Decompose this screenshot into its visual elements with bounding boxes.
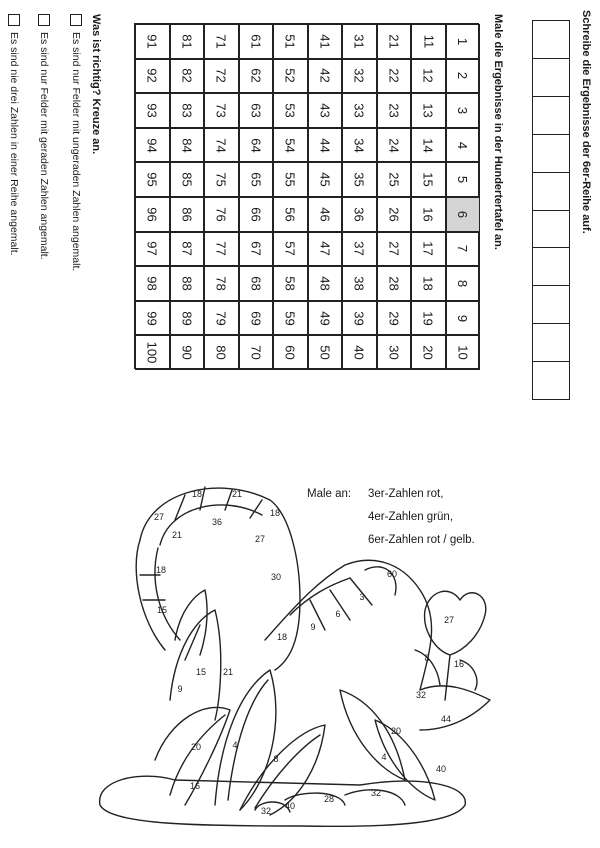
area-label: 27 — [153, 512, 165, 522]
grid-number: 37 — [351, 241, 367, 257]
grid-cell[interactable] — [446, 266, 481, 301]
grid-number: 52 — [282, 68, 298, 84]
grid-number: 27 — [386, 241, 402, 257]
grid-number: 53 — [282, 103, 298, 118]
grid-number: 3 — [455, 106, 471, 115]
answer-box[interactable] — [533, 324, 569, 362]
grid-cell[interactable] — [342, 197, 377, 232]
grid-cell[interactable] — [342, 24, 377, 59]
grid-cell[interactable] — [204, 335, 239, 370]
answer-box[interactable] — [533, 248, 569, 286]
grid-number: 7 — [455, 245, 471, 253]
grid-number: 23 — [386, 103, 402, 118]
grid-cell[interactable] — [273, 24, 308, 59]
grid-number: 39 — [351, 310, 367, 326]
area-label: 32 — [415, 690, 427, 700]
grid-cell[interactable] — [446, 162, 481, 197]
answer-box[interactable] — [533, 135, 569, 173]
grid-number: 73 — [213, 103, 229, 118]
grid-cell[interactable] — [411, 301, 446, 336]
area-label: 4 — [381, 752, 387, 762]
grid-cell[interactable] — [170, 232, 205, 267]
grid-number: 88 — [179, 276, 195, 291]
grid-number: 91 — [144, 34, 160, 49]
grid-number: 98 — [144, 276, 160, 291]
grid-number: 85 — [179, 172, 195, 187]
grid-cell[interactable] — [446, 301, 481, 336]
area-label: 18 — [191, 489, 203, 499]
leaf — [420, 686, 490, 730]
grid-cell[interactable] — [411, 335, 446, 370]
grid-cell[interactable] — [204, 162, 239, 197]
answer-box[interactable] — [533, 173, 569, 211]
grid-cell[interactable] — [170, 266, 205, 301]
area-label: 3 — [359, 592, 365, 602]
grid-cell[interactable] — [135, 162, 170, 197]
grid-number: 47 — [317, 241, 333, 257]
grid-number: 95 — [144, 172, 160, 187]
grid-number: 65 — [248, 172, 264, 187]
area-label: 9 — [310, 622, 316, 632]
grid-cell[interactable] — [411, 128, 446, 163]
grid-number: 63 — [248, 103, 264, 118]
area-label: 27 — [443, 615, 455, 625]
grid-number: 66 — [248, 207, 264, 222]
answer-box[interactable] — [533, 211, 569, 249]
option-3[interactable] — [8, 14, 20, 256]
grid-cell[interactable] — [446, 93, 481, 128]
grid-number: 18 — [420, 276, 436, 291]
grid-number: 100 — [144, 341, 160, 364]
grid-number: 58 — [282, 276, 298, 291]
grid-cell[interactable] — [170, 197, 205, 232]
grid-cell[interactable] — [446, 59, 481, 94]
grid-number: 99 — [144, 310, 160, 326]
grid-number: 50 — [317, 345, 333, 360]
grid-cell[interactable] — [446, 24, 481, 59]
grid-cell[interactable] — [239, 301, 274, 336]
grid-cell[interactable] — [377, 232, 412, 267]
grid-cell[interactable] — [273, 335, 308, 370]
grid-number: 55 — [282, 172, 298, 187]
grid-cell[interactable] — [239, 232, 274, 267]
grid-cell[interactable] — [342, 93, 377, 128]
grid-number: 84 — [179, 137, 195, 153]
grid-number: 24 — [386, 137, 402, 153]
grid-number: 82 — [179, 68, 195, 84]
grid-cell[interactable] — [308, 197, 343, 232]
grid-cell[interactable] — [377, 197, 412, 232]
grid-cell[interactable] — [342, 266, 377, 301]
grid-number: 59 — [282, 310, 298, 326]
grid-number: 45 — [317, 172, 333, 187]
checkbox-icon[interactable] — [8, 14, 20, 26]
grid-number: 29 — [386, 310, 402, 326]
grid-number: 31 — [351, 34, 367, 49]
grid-number: 97 — [144, 241, 160, 257]
grid-cell[interactable] — [308, 24, 343, 59]
grid-number: 74 — [213, 137, 229, 153]
grid-number: 77 — [213, 241, 229, 257]
grid-number: 20 — [420, 345, 436, 360]
grid-cell[interactable] — [170, 128, 205, 163]
grid-cell[interactable] — [342, 162, 377, 197]
grid-cell[interactable] — [377, 24, 412, 59]
grid-cell[interactable] — [204, 59, 239, 94]
grid-number: 21 — [386, 34, 402, 49]
grid-number: 30 — [386, 345, 402, 360]
grid-number: 4 — [455, 141, 471, 149]
grid-cell[interactable] — [377, 128, 412, 163]
grid-number: 25 — [386, 172, 402, 187]
grid-cell[interactable] — [239, 162, 274, 197]
grid-cell[interactable] — [377, 335, 412, 370]
area-label: 6 — [335, 609, 341, 619]
task2-title: Male die Ergebnisse in der Hundertertafel an. — [492, 14, 504, 250]
grid-cell[interactable] — [411, 162, 446, 197]
grid-number: 49 — [317, 310, 333, 326]
grid-number: 68 — [248, 276, 264, 291]
checkbox-icon[interactable] — [38, 14, 50, 26]
coloring-instruction-1: 3er-Zahlen rot, — [368, 488, 444, 500]
grid-cell[interactable] — [170, 162, 205, 197]
grid-cell[interactable] — [273, 301, 308, 336]
grid-number: 17 — [420, 241, 436, 257]
grid-cell[interactable] — [135, 301, 170, 336]
grid-number: 11 — [420, 34, 436, 49]
area-label: 15 — [195, 667, 207, 677]
grid-number: 41 — [317, 34, 333, 49]
grid-number: 32 — [351, 68, 367, 84]
grid-cell[interactable] — [273, 266, 308, 301]
grid-cell[interactable] — [411, 93, 446, 128]
grid-number: 2 — [455, 72, 471, 80]
grid-cell[interactable] — [204, 197, 239, 232]
grid-number: 9 — [455, 314, 471, 322]
area-label: 40 — [284, 801, 296, 811]
grid-number: 67 — [248, 241, 264, 257]
grid-number: 93 — [144, 103, 160, 118]
area-label: 8 — [273, 754, 279, 764]
grid-cell[interactable] — [204, 93, 239, 128]
area-label: 18 — [276, 632, 288, 642]
grid-cell[interactable] — [342, 335, 377, 370]
area-label: 21 — [222, 667, 234, 677]
area-label: 21 — [231, 489, 243, 499]
grid-number: 1 — [455, 37, 471, 45]
grid-cell[interactable] — [239, 93, 274, 128]
grid-cell[interactable] — [204, 232, 239, 267]
grid-number: 69 — [248, 310, 264, 326]
answer-box[interactable] — [533, 362, 569, 399]
area-label: 40 — [435, 764, 447, 774]
grid-cell[interactable] — [273, 197, 308, 232]
grid-cell[interactable] — [411, 24, 446, 59]
grid-cell[interactable] — [377, 162, 412, 197]
grid-number: 62 — [248, 68, 264, 84]
answer-boxes — [532, 20, 570, 400]
grid-cell[interactable] — [170, 335, 205, 370]
grid-number: 71 — [213, 34, 229, 49]
grid-cell[interactable] — [170, 59, 205, 94]
coloring-picture — [0, 430, 600, 848]
grid-cell[interactable] — [308, 232, 343, 267]
grid-number: 40 — [351, 345, 367, 360]
area-label: 20 — [190, 742, 202, 752]
grid-number: 44 — [317, 137, 333, 153]
grid-cell[interactable] — [135, 24, 170, 59]
grid-cell[interactable] — [239, 59, 274, 94]
area-label: 36 — [211, 517, 223, 527]
grid-cell[interactable] — [446, 197, 481, 232]
grid-cell[interactable] — [377, 266, 412, 301]
grid-number: 33 — [351, 103, 367, 118]
grid-cell[interactable] — [342, 59, 377, 94]
grid-cell[interactable] — [135, 59, 170, 94]
grid-cell[interactable] — [135, 197, 170, 232]
grid-number: 5 — [455, 176, 471, 184]
grid-cell[interactable] — [446, 128, 481, 163]
grid-cell[interactable] — [204, 24, 239, 59]
area-label: 28 — [323, 794, 335, 804]
grid-number: 28 — [386, 276, 402, 291]
grid-number: 72 — [213, 68, 229, 84]
grid-cell[interactable] — [342, 128, 377, 163]
grid-number: 94 — [144, 137, 160, 153]
area-label: 30 — [270, 572, 282, 582]
grid-number: 16 — [420, 207, 436, 222]
grid-number: 19 — [420, 310, 436, 326]
grid-number: 76 — [213, 207, 229, 222]
grid-number: 26 — [386, 207, 402, 222]
grid-number: 89 — [179, 310, 195, 326]
grid-number: 6 — [455, 210, 471, 218]
coloring-instruction-3: 6er-Zahlen rot / gelb. — [368, 534, 475, 546]
grid-number: 12 — [420, 68, 436, 84]
grid-number: 78 — [213, 276, 229, 291]
grid-cell[interactable] — [170, 301, 205, 336]
grid-cell[interactable] — [170, 93, 205, 128]
grid-cell[interactable] — [135, 128, 170, 163]
grid-number: 64 — [248, 137, 264, 153]
area-label: 9 — [177, 684, 183, 694]
area-label: 20 — [390, 726, 402, 736]
grid-number: 57 — [282, 241, 298, 257]
grid-number: 42 — [317, 68, 333, 84]
grid-cell[interactable] — [273, 162, 308, 197]
grid-cell[interactable] — [308, 162, 343, 197]
grid-cell[interactable] — [308, 301, 343, 336]
grid-cell[interactable] — [239, 266, 274, 301]
grid-cell[interactable] — [170, 24, 205, 59]
grid-cell[interactable] — [411, 266, 446, 301]
option-3-label: Es sind nie drei Zahlen in einer Reihe angemalt. — [8, 32, 20, 256]
answer-box[interactable] — [533, 286, 569, 324]
answer-box[interactable] — [533, 21, 569, 59]
grid-cell[interactable] — [342, 301, 377, 336]
grid-number: 51 — [282, 34, 298, 49]
grid-number: 70 — [248, 345, 264, 360]
grid-number: 15 — [420, 172, 436, 187]
grid-number: 35 — [351, 172, 367, 187]
area-label: 4 — [232, 740, 238, 750]
grid-cell[interactable] — [135, 335, 170, 370]
area-label: 16 — [453, 659, 465, 669]
grid-cell[interactable] — [204, 266, 239, 301]
grid-cell[interactable] — [239, 197, 274, 232]
grid-cell[interactable] — [135, 232, 170, 267]
task1-title: Schreibe die Ergebnisse der 6er-Reihe auf. — [580, 10, 592, 234]
area-label: 15 — [156, 605, 168, 615]
grid-number: 14 — [420, 137, 436, 153]
option-2[interactable] — [38, 14, 50, 260]
grid-number: 80 — [213, 345, 229, 360]
answer-box[interactable] — [533, 97, 569, 135]
grid-number: 48 — [317, 276, 333, 291]
grid-number: 92 — [144, 68, 160, 84]
grid-number: 56 — [282, 207, 298, 222]
grid-cell[interactable] — [273, 232, 308, 267]
grid-cell[interactable] — [308, 59, 343, 94]
grid-number: 81 — [179, 34, 195, 49]
grid-number: 86 — [179, 207, 195, 222]
grid-number: 90 — [179, 345, 195, 360]
grid-number: 54 — [282, 137, 298, 153]
grid-cell[interactable] — [377, 93, 412, 128]
grid-number: 43 — [317, 103, 333, 118]
grid-cell[interactable] — [239, 335, 274, 370]
grid-number: 96 — [144, 207, 160, 222]
grid-number: 75 — [213, 172, 229, 187]
area-label: 16 — [189, 781, 201, 791]
grid-number: 87 — [179, 241, 195, 257]
grid-number: 8 — [455, 279, 471, 288]
grid-cell[interactable] — [273, 59, 308, 94]
area-label: 32 — [260, 806, 272, 816]
grid-cell[interactable] — [135, 266, 170, 301]
grid-cell[interactable] — [273, 93, 308, 128]
grid-cell[interactable] — [204, 301, 239, 336]
task3-title: Was ist richtig? Kreuze an. — [90, 14, 102, 155]
grid-cell[interactable] — [239, 128, 274, 163]
grid-cell[interactable] — [411, 197, 446, 232]
grid-number: 79 — [213, 310, 229, 326]
area-label: 8 — [424, 653, 430, 663]
option-1-label: Es sind nur Felder mit ungeraden Zahlen angemalt. — [70, 32, 82, 272]
flower — [425, 591, 486, 655]
animal-body — [265, 560, 432, 690]
grid-cell[interactable] — [273, 128, 308, 163]
hundred-grid — [134, 23, 479, 369]
grid-cell[interactable] — [239, 24, 274, 59]
area-label: 32 — [370, 788, 382, 798]
grid-number: 36 — [351, 207, 367, 222]
grid-cell[interactable] — [135, 93, 170, 128]
grid-cell[interactable] — [411, 232, 446, 267]
grid-cell[interactable] — [204, 128, 239, 163]
grid-number: 83 — [179, 103, 195, 118]
checkbox-icon[interactable] — [70, 14, 82, 26]
grid-cell[interactable] — [308, 266, 343, 301]
grid-cell[interactable] — [377, 301, 412, 336]
option-1[interactable] — [70, 14, 82, 271]
area-label: 18 — [269, 508, 281, 518]
grid-cell[interactable] — [446, 335, 481, 370]
grid-cell[interactable] — [377, 59, 412, 94]
answer-box[interactable] — [533, 59, 569, 97]
grid-cell[interactable] — [308, 335, 343, 370]
area-label: 21 — [171, 530, 183, 540]
grid-cell[interactable] — [308, 93, 343, 128]
grid-cell[interactable] — [446, 232, 481, 267]
coloring-instruction-prefix: Male an: — [307, 488, 352, 500]
grid-cell[interactable] — [411, 59, 446, 94]
grid-number: 60 — [282, 345, 298, 360]
area-label: 44 — [440, 714, 452, 724]
grid-number: 38 — [351, 276, 367, 291]
grid-number: 46 — [317, 207, 333, 222]
grid-number: 10 — [455, 345, 471, 360]
coloring-instruction-2: 4er-Zahlen grün, — [368, 511, 454, 523]
area-label: 18 — [155, 565, 167, 575]
grid-cell[interactable] — [308, 128, 343, 163]
grid-number: 61 — [248, 34, 264, 49]
grid-number: 22 — [386, 68, 402, 84]
area-label: 27 — [254, 534, 266, 544]
area-label: 60 — [386, 569, 398, 579]
grid-number: 34 — [351, 137, 367, 153]
grid-number: 13 — [420, 103, 436, 118]
grid-cell[interactable] — [342, 232, 377, 267]
option-2-label: Es sind nur Felder mit geraden Zahlen angemalt. — [38, 32, 50, 260]
